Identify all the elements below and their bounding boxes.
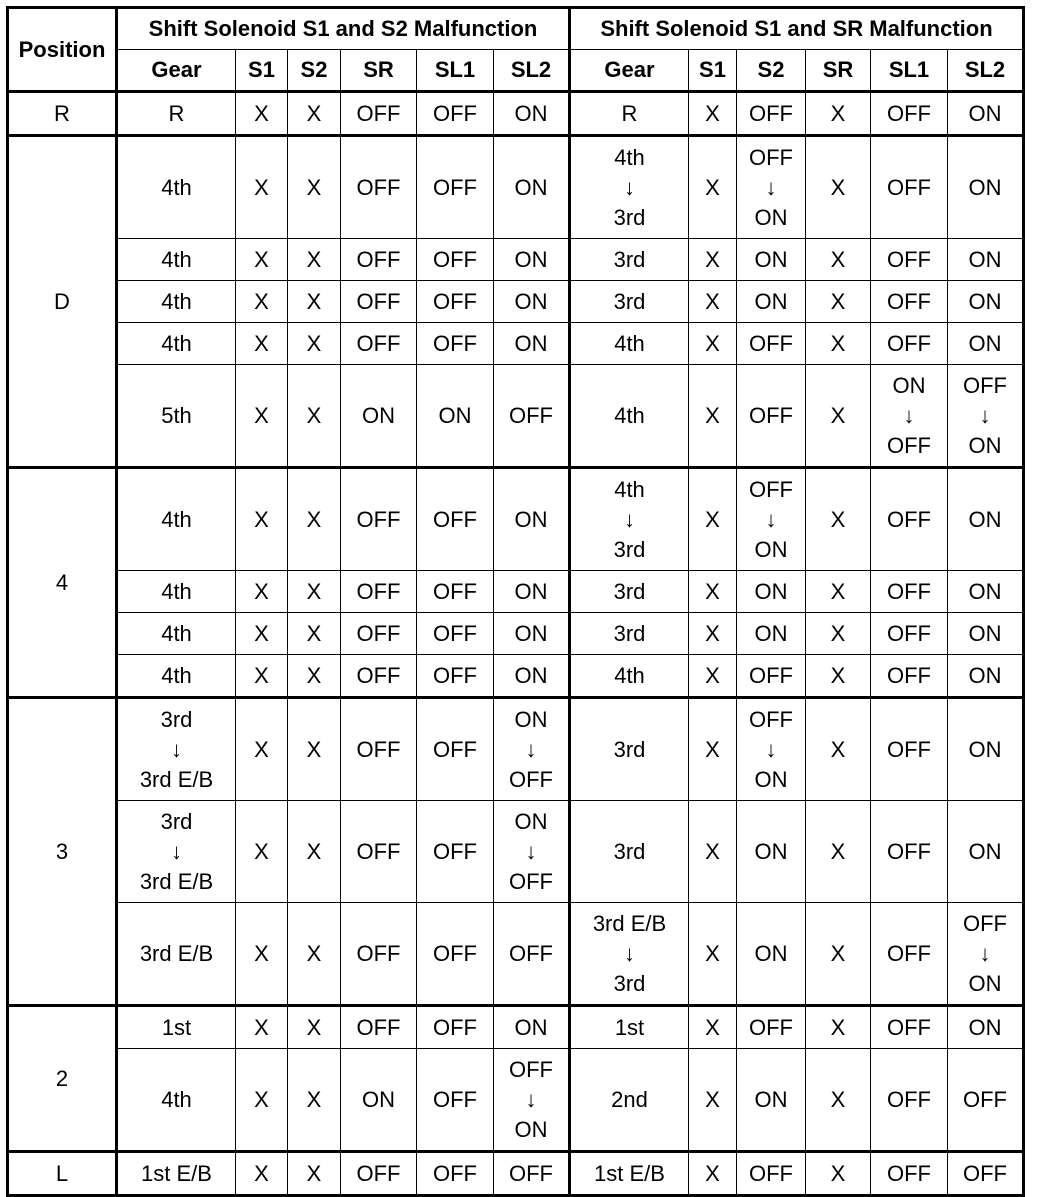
table-cell: OFF bbox=[737, 1006, 806, 1049]
table-cell: ON bbox=[494, 655, 570, 698]
table-cell: OFF bbox=[871, 613, 948, 655]
column-header: Gear bbox=[570, 50, 689, 92]
table-cell: OFF bbox=[341, 1152, 417, 1196]
table-cell: ON bbox=[948, 136, 1024, 239]
table-cell: 3rd E/B ↓ 3rd bbox=[570, 903, 689, 1006]
table-cell: X bbox=[806, 136, 871, 239]
table-cell: 4th bbox=[117, 239, 236, 281]
table-cell: X bbox=[689, 801, 737, 903]
table-cell: X bbox=[288, 698, 341, 801]
table-cell: 4th bbox=[117, 136, 236, 239]
table-row bbox=[8, 698, 1024, 801]
table-cell: X bbox=[288, 903, 341, 1006]
table-cell: OFF bbox=[341, 136, 417, 239]
table-cell: OFF bbox=[341, 613, 417, 655]
table-row bbox=[8, 468, 1024, 571]
table-row bbox=[8, 613, 1024, 655]
table-cell: X bbox=[806, 281, 871, 323]
table-cell: OFF bbox=[417, 1006, 494, 1049]
table-cell: OFF bbox=[737, 365, 806, 468]
table-cell: X bbox=[806, 1152, 871, 1196]
table-cell: X bbox=[288, 1152, 341, 1196]
table-cell: 3rd E/B bbox=[117, 903, 236, 1006]
table-cell: 4th bbox=[570, 655, 689, 698]
position-cell: L bbox=[8, 1152, 117, 1196]
table-cell: X bbox=[806, 92, 871, 136]
table-cell: OFF ↓ ON bbox=[494, 1049, 570, 1152]
table-cell: X bbox=[288, 365, 341, 468]
table-cell: 3rd bbox=[570, 239, 689, 281]
table-cell: OFF bbox=[737, 323, 806, 365]
table-cell: OFF bbox=[494, 1152, 570, 1196]
table-cell: X bbox=[236, 1152, 288, 1196]
column-header: SL1 bbox=[417, 50, 494, 92]
table-cell: X bbox=[689, 1049, 737, 1152]
table-cell: OFF bbox=[341, 323, 417, 365]
table-cell: 1st bbox=[570, 1006, 689, 1049]
table-cell: OFF bbox=[417, 801, 494, 903]
table-cell: OFF ↓ ON bbox=[737, 468, 806, 571]
table-cell: X bbox=[689, 571, 737, 613]
table-cell: OFF bbox=[417, 468, 494, 571]
column-header: SL1 bbox=[871, 50, 948, 92]
table-cell: OFF bbox=[871, 92, 948, 136]
table-cell: OFF bbox=[341, 92, 417, 136]
table-cell: 3rd bbox=[570, 281, 689, 323]
column-header: S1 bbox=[236, 50, 288, 92]
table-cell: X bbox=[806, 365, 871, 468]
table-cell: 4th bbox=[117, 571, 236, 613]
table-cell: X bbox=[689, 613, 737, 655]
position-cell: 2 bbox=[8, 1006, 117, 1152]
table-cell: X bbox=[236, 655, 288, 698]
table-cell: X bbox=[288, 571, 341, 613]
table-row bbox=[8, 136, 1024, 239]
table-cell: 5th bbox=[117, 365, 236, 468]
table-row bbox=[8, 323, 1024, 365]
table-cell: X bbox=[806, 655, 871, 698]
table-cell: X bbox=[806, 613, 871, 655]
table-cell: 4th bbox=[117, 323, 236, 365]
table-cell: X bbox=[236, 365, 288, 468]
table-cell: X bbox=[689, 365, 737, 468]
table-cell: ON bbox=[737, 281, 806, 323]
s1-s2-malfunction-header: Shift Solenoid S1 and S2 Malfunction bbox=[117, 8, 570, 50]
table-cell: X bbox=[236, 239, 288, 281]
table-cell: X bbox=[806, 323, 871, 365]
table-cell: OFF bbox=[948, 1049, 1024, 1152]
table-cell: X bbox=[689, 136, 737, 239]
table-cell: OFF bbox=[341, 281, 417, 323]
table-cell: 4th bbox=[570, 365, 689, 468]
table-cell: OFF bbox=[871, 239, 948, 281]
table-row bbox=[8, 239, 1024, 281]
table-cell: X bbox=[288, 281, 341, 323]
column-header: SR bbox=[806, 50, 871, 92]
table-cell: ON bbox=[737, 239, 806, 281]
table-cell: X bbox=[806, 239, 871, 281]
table-cell: ON bbox=[494, 1006, 570, 1049]
table-cell: 2nd bbox=[570, 1049, 689, 1152]
table-cell: 1st E/B bbox=[117, 1152, 236, 1196]
table-cell: X bbox=[689, 92, 737, 136]
table-cell: 3rd bbox=[570, 801, 689, 903]
column-header: SR bbox=[341, 50, 417, 92]
table-cell: X bbox=[236, 698, 288, 801]
table-cell: OFF bbox=[417, 698, 494, 801]
table-cell: X bbox=[806, 1049, 871, 1152]
table-cell: OFF bbox=[417, 903, 494, 1006]
table-cell: X bbox=[288, 136, 341, 239]
table-cell: X bbox=[288, 468, 341, 571]
table-cell: X bbox=[288, 323, 341, 365]
table-cell: 3rd ↓ 3rd E/B bbox=[117, 801, 236, 903]
table-cell: X bbox=[689, 698, 737, 801]
table-cell: 4th bbox=[570, 323, 689, 365]
table-cell: ON ↓ OFF bbox=[871, 365, 948, 468]
table-cell: OFF bbox=[871, 1152, 948, 1196]
table-cell: X bbox=[689, 468, 737, 571]
table-cell: X bbox=[806, 903, 871, 1006]
table-cell: OFF bbox=[737, 92, 806, 136]
table-cell: X bbox=[288, 613, 341, 655]
table-cell: OFF bbox=[417, 1049, 494, 1152]
s1-sr-malfunction-header: Shift Solenoid S1 and SR Malfunction bbox=[570, 8, 1024, 50]
table-cell: OFF bbox=[417, 655, 494, 698]
table-cell: ON bbox=[494, 239, 570, 281]
table-cell: X bbox=[689, 323, 737, 365]
table-cell: OFF bbox=[871, 1049, 948, 1152]
table-cell: ON ↓ OFF bbox=[494, 698, 570, 801]
table-cell: OFF bbox=[871, 698, 948, 801]
table-cell: 1st E/B bbox=[570, 1152, 689, 1196]
table-cell: OFF bbox=[871, 801, 948, 903]
table-body bbox=[8, 92, 1024, 1196]
table-cell: ON bbox=[737, 571, 806, 613]
table-row bbox=[8, 92, 1024, 136]
position-cell: D bbox=[8, 136, 117, 468]
table-cell: ON bbox=[494, 468, 570, 571]
table-cell: OFF bbox=[341, 571, 417, 613]
table-cell: X bbox=[806, 698, 871, 801]
table-cell: ON bbox=[948, 92, 1024, 136]
table-cell: OFF bbox=[417, 136, 494, 239]
table-row bbox=[8, 1049, 1024, 1152]
table-cell: X bbox=[689, 281, 737, 323]
table-cell: X bbox=[689, 1006, 737, 1049]
table-cell: ON bbox=[341, 365, 417, 468]
table-cell: OFF bbox=[341, 1006, 417, 1049]
table-cell: X bbox=[288, 801, 341, 903]
table-cell: X bbox=[236, 801, 288, 903]
table-cell: X bbox=[288, 239, 341, 281]
table-cell: X bbox=[689, 655, 737, 698]
table-cell: X bbox=[236, 571, 288, 613]
table-row bbox=[8, 365, 1024, 468]
table-cell: OFF ↓ ON bbox=[948, 365, 1024, 468]
table-cell: ON bbox=[948, 698, 1024, 801]
table-cell: OFF ↓ ON bbox=[948, 903, 1024, 1006]
table-cell: ON bbox=[737, 801, 806, 903]
table-cell: X bbox=[236, 136, 288, 239]
table-cell: X bbox=[236, 323, 288, 365]
table-cell: X bbox=[236, 468, 288, 571]
table-cell: X bbox=[288, 1006, 341, 1049]
table-cell: X bbox=[806, 1006, 871, 1049]
table-cell: OFF bbox=[417, 92, 494, 136]
table-cell: X bbox=[236, 1049, 288, 1152]
table-cell: X bbox=[236, 281, 288, 323]
table-cell: 4th bbox=[117, 281, 236, 323]
table-cell: OFF bbox=[417, 323, 494, 365]
column-header: SL2 bbox=[948, 50, 1024, 92]
table-cell: OFF bbox=[871, 903, 948, 1006]
table-cell: X bbox=[806, 801, 871, 903]
table-cell: ON bbox=[341, 1049, 417, 1152]
table-cell: OFF bbox=[341, 655, 417, 698]
table-cell: ON bbox=[948, 613, 1024, 655]
table-cell: OFF ↓ ON bbox=[737, 698, 806, 801]
table-cell: X bbox=[236, 903, 288, 1006]
table-cell: ON bbox=[948, 801, 1024, 903]
table-cell: R bbox=[570, 92, 689, 136]
table-cell: OFF bbox=[871, 281, 948, 323]
table-cell: ON bbox=[948, 655, 1024, 698]
table-row bbox=[8, 801, 1024, 903]
table-cell: OFF bbox=[871, 655, 948, 698]
column-header: S1 bbox=[689, 50, 737, 92]
table-row bbox=[8, 1152, 1024, 1196]
table-cell: OFF bbox=[341, 468, 417, 571]
table-cell: OFF bbox=[417, 1152, 494, 1196]
table-cell: X bbox=[236, 613, 288, 655]
table-cell: X bbox=[689, 903, 737, 1006]
table-cell: OFF bbox=[871, 571, 948, 613]
table-cell: OFF bbox=[871, 1006, 948, 1049]
table-cell: ON bbox=[494, 571, 570, 613]
table-cell: X bbox=[236, 1006, 288, 1049]
table-row bbox=[8, 655, 1024, 698]
table-row bbox=[8, 571, 1024, 613]
table-cell: ON bbox=[948, 1006, 1024, 1049]
table-cell: ON bbox=[737, 903, 806, 1006]
table-cell: ON bbox=[737, 1049, 806, 1152]
column-header: S2 bbox=[288, 50, 341, 92]
position-cell: R bbox=[8, 92, 117, 136]
table-cell: OFF bbox=[417, 281, 494, 323]
table-cell: 4th bbox=[117, 1049, 236, 1152]
table-cell: 4th ↓ 3rd bbox=[570, 136, 689, 239]
table-cell: OFF bbox=[871, 468, 948, 571]
table-cell: X bbox=[288, 92, 341, 136]
table-cell: 4th bbox=[117, 468, 236, 571]
position-cell: 4 bbox=[8, 468, 117, 698]
table-cell: 4th bbox=[117, 613, 236, 655]
table-cell: ON ↓ OFF bbox=[494, 801, 570, 903]
table-cell: R bbox=[117, 92, 236, 136]
table-cell: OFF bbox=[737, 1152, 806, 1196]
table-cell: ON bbox=[737, 613, 806, 655]
table-cell: X bbox=[288, 1049, 341, 1152]
table-cell: ON bbox=[494, 281, 570, 323]
table-cell: ON bbox=[417, 365, 494, 468]
table-cell: ON bbox=[494, 92, 570, 136]
table-cell: OFF bbox=[494, 365, 570, 468]
position-cell: 3 bbox=[8, 698, 117, 1006]
table-cell: 3rd bbox=[570, 571, 689, 613]
table-cell: OFF bbox=[871, 136, 948, 239]
table-cell: ON bbox=[494, 136, 570, 239]
table-cell: ON bbox=[948, 468, 1024, 571]
table-cell: 3rd bbox=[570, 698, 689, 801]
table-cell: 4th bbox=[117, 655, 236, 698]
table-cell: 4th ↓ 3rd bbox=[570, 468, 689, 571]
solenoid-malfunction-table bbox=[6, 6, 1025, 1197]
column-header: Gear bbox=[117, 50, 236, 92]
table-cell: ON bbox=[948, 239, 1024, 281]
table-row bbox=[8, 1006, 1024, 1049]
table-cell: X bbox=[806, 571, 871, 613]
table-cell: X bbox=[689, 1152, 737, 1196]
table-cell: X bbox=[236, 92, 288, 136]
table-cell: OFF bbox=[417, 571, 494, 613]
table-row bbox=[8, 903, 1024, 1006]
table-cell: OFF bbox=[417, 613, 494, 655]
table-cell: OFF bbox=[341, 801, 417, 903]
table-cell: OFF bbox=[341, 698, 417, 801]
table-cell: OFF bbox=[948, 1152, 1024, 1196]
table-cell: OFF bbox=[494, 903, 570, 1006]
table-cell: OFF bbox=[871, 323, 948, 365]
table-cell: X bbox=[806, 468, 871, 571]
table-cell: OFF bbox=[737, 655, 806, 698]
column-header: S2 bbox=[737, 50, 806, 92]
table-row bbox=[8, 281, 1024, 323]
table-cell: ON bbox=[948, 281, 1024, 323]
table-cell: OFF bbox=[417, 239, 494, 281]
table-cell: ON bbox=[494, 613, 570, 655]
position-header: Position bbox=[8, 8, 117, 92]
table-cell: OFF bbox=[341, 903, 417, 1006]
table-cell: 3rd ↓ 3rd E/B bbox=[117, 698, 236, 801]
table-cell: ON bbox=[948, 571, 1024, 613]
table-cell: X bbox=[288, 655, 341, 698]
table-cell: OFF bbox=[341, 239, 417, 281]
column-header: SL2 bbox=[494, 50, 570, 92]
table-cell: ON bbox=[494, 323, 570, 365]
table-cell: 1st bbox=[117, 1006, 236, 1049]
table-cell: ON bbox=[948, 323, 1024, 365]
table-cell: 3rd bbox=[570, 613, 689, 655]
table-cell: OFF ↓ ON bbox=[737, 136, 806, 239]
table-cell: X bbox=[689, 239, 737, 281]
